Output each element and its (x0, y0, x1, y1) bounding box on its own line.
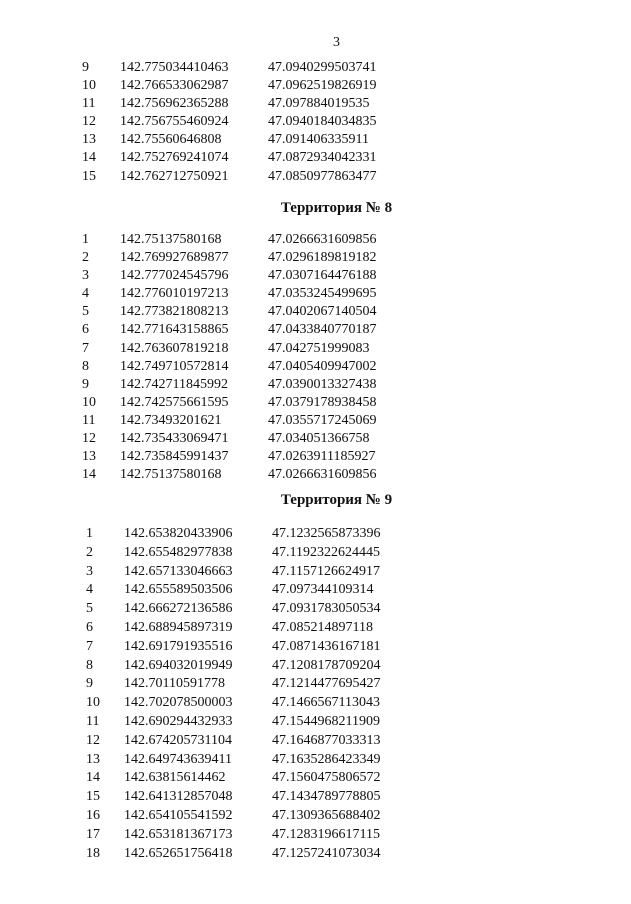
longitude-value: 142.766533062987 (120, 78, 229, 94)
table-row (0, 619, 631, 638)
latitude-value: 47.1544968211909 (272, 713, 380, 729)
longitude-value: 142.769927689877 (120, 250, 229, 266)
latitude-value: 47.0940299503741 (268, 60, 377, 75)
table-row (0, 713, 631, 732)
point-number: 3 (86, 563, 93, 579)
latitude-value: 47.1157126624917 (272, 563, 380, 579)
latitude-value: 47.0402067140504 (268, 304, 377, 320)
latitude-value: 47.1214477695427 (272, 676, 381, 692)
longitude-value: 142.771643158865 (120, 322, 229, 338)
table-row (0, 600, 631, 619)
latitude-value: 47.097344109314 (272, 582, 374, 598)
table-row (0, 525, 631, 544)
table-row (0, 131, 631, 149)
longitude-value: 142.655482977838 (124, 544, 233, 560)
point-number: 3 (82, 268, 89, 284)
point-number: 4 (82, 286, 89, 302)
point-number: 12 (82, 114, 96, 130)
table-row (0, 376, 631, 394)
latitude-value: 47.0433840770187 (268, 322, 377, 338)
latitude-value: 47.1208178709204 (272, 657, 381, 673)
longitude-value: 142.666272136586 (124, 601, 233, 617)
table-row (0, 168, 631, 186)
longitude-value: 142.762712750921 (120, 168, 229, 184)
point-number: 10 (86, 695, 100, 711)
latitude-value: 47.0307164476188 (268, 268, 377, 284)
point-number: 6 (82, 322, 89, 338)
latitude-value: 47.0405409947002 (268, 358, 377, 374)
latitude-value: 47.1466567113043 (272, 695, 380, 711)
point-number: 7 (86, 638, 93, 654)
latitude-value: 47.0871436167181 (272, 638, 381, 654)
latitude-value: 47.0353245499695 (268, 286, 377, 302)
section-heading: Территория № 8 (280, 200, 393, 216)
table-row (0, 231, 631, 249)
longitude-value: 142.653181367173 (124, 826, 233, 842)
point-number: 14 (82, 467, 96, 483)
latitude-value: 47.1646877033313 (272, 732, 381, 748)
table-row (0, 807, 631, 826)
longitude-value: 142.674205731104 (124, 732, 232, 748)
longitude-value: 142.775034410463 (120, 60, 229, 75)
point-number: 11 (82, 412, 96, 428)
latitude-value: 47.0355717245069 (268, 412, 377, 428)
point-number: 8 (82, 358, 89, 374)
longitude-value: 142.652651756418 (124, 845, 233, 861)
longitude-value: 142.756755460924 (120, 114, 229, 130)
longitude-value: 142.690294432933 (124, 713, 233, 729)
longitude-value: 142.777024545796 (120, 268, 229, 284)
point-number: 9 (82, 60, 89, 75)
table-row (0, 77, 631, 95)
latitude-value: 47.097884019535 (268, 96, 370, 112)
latitude-value: 47.091406335911 (268, 132, 369, 148)
table-row (0, 149, 631, 167)
longitude-value: 142.773821808213 (120, 304, 229, 320)
point-number: 10 (82, 78, 96, 94)
table-row (0, 285, 631, 303)
table-row (0, 113, 631, 131)
point-number: 18 (86, 845, 100, 861)
point-number: 16 (86, 807, 100, 823)
table-row (0, 769, 631, 788)
table-row (0, 321, 631, 339)
latitude-value: 47.1232565873396 (272, 526, 381, 541)
latitude-value: 47.1257241073034 (272, 845, 381, 861)
latitude-value: 47.1434789778805 (272, 789, 381, 805)
longitude-value: 142.735845991437 (120, 449, 229, 465)
latitude-value: 47.1560475806572 (272, 770, 381, 786)
page-number: 3 (333, 35, 340, 50)
table-row (0, 340, 631, 358)
point-number: 2 (82, 250, 89, 266)
longitude-value: 142.742575661595 (120, 394, 229, 410)
table-row (0, 638, 631, 657)
longitude-value: 142.735433069471 (120, 431, 229, 447)
table-row (0, 95, 631, 113)
point-number: 5 (86, 601, 93, 617)
latitude-value: 47.0940184034835 (268, 114, 377, 130)
table-row (0, 466, 631, 484)
longitude-value: 142.756962365288 (120, 96, 229, 112)
longitude-value: 142.641312857048 (124, 789, 233, 805)
longitude-value: 142.691791935516 (124, 638, 233, 654)
latitude-value: 47.1635286423349 (272, 751, 381, 767)
latitude-value: 47.0390013327438 (268, 376, 377, 392)
point-number: 8 (86, 657, 93, 673)
table-row (0, 675, 631, 694)
latitude-value: 47.0296189819182 (268, 250, 377, 266)
point-number: 12 (82, 431, 96, 447)
latitude-value: 47.0872934042331 (268, 150, 377, 166)
table-row (0, 694, 631, 713)
point-number: 2 (86, 544, 93, 560)
longitude-value: 142.763607819218 (120, 340, 229, 356)
point-number: 10 (82, 394, 96, 410)
table-row (0, 358, 631, 376)
longitude-value: 142.657133046663 (124, 563, 233, 579)
table-row (0, 59, 631, 77)
point-number: 13 (82, 132, 96, 148)
table-row (0, 303, 631, 321)
longitude-value: 142.749710572814 (120, 358, 229, 374)
point-number: 13 (82, 449, 96, 465)
coordinates-table (0, 59, 631, 186)
table-row (0, 267, 631, 285)
point-number: 12 (86, 732, 100, 748)
point-number: 15 (86, 789, 100, 805)
longitude-value: 142.776010197213 (120, 286, 229, 302)
longitude-value: 142.653820433906 (124, 526, 233, 541)
latitude-value: 47.1283196617115 (272, 826, 380, 842)
table-row (0, 732, 631, 751)
table-row (0, 845, 631, 864)
longitude-value: 142.63815614462 (124, 770, 226, 786)
latitude-value: 47.034051366758 (268, 431, 370, 447)
longitude-value: 142.702078500003 (124, 695, 233, 711)
latitude-value: 47.0266631609856 (268, 467, 377, 483)
latitude-value: 47.085214897118 (272, 619, 373, 635)
latitude-value: 47.1192322624445 (272, 544, 380, 560)
table-row (0, 751, 631, 770)
point-number: 9 (82, 376, 89, 392)
longitude-value: 142.655589503506 (124, 582, 233, 598)
table-row (0, 581, 631, 600)
table-row (0, 657, 631, 676)
longitude-value: 142.688945897319 (124, 619, 233, 635)
point-number: 15 (82, 168, 96, 184)
latitude-value: 47.0850977863477 (268, 168, 377, 184)
point-number: 4 (86, 582, 93, 598)
point-number: 17 (86, 826, 100, 842)
latitude-value: 47.0263911185927 (268, 449, 376, 465)
longitude-value: 142.70110591778 (124, 676, 225, 692)
latitude-value: 47.0379178938458 (268, 394, 377, 410)
point-number: 11 (86, 713, 100, 729)
point-number: 1 (86, 526, 93, 541)
longitude-value: 142.75560646808 (120, 132, 222, 148)
longitude-value: 142.654105541592 (124, 807, 233, 823)
latitude-value: 47.0266631609856 (268, 232, 377, 247)
longitude-value: 142.694032019949 (124, 657, 233, 673)
latitude-value: 47.0962519826919 (268, 78, 377, 94)
point-number: 13 (86, 751, 100, 767)
table-row (0, 563, 631, 582)
latitude-value: 47.0931783050534 (272, 601, 381, 617)
table-row (0, 394, 631, 412)
coordinates-table (0, 525, 631, 863)
point-number: 9 (86, 676, 93, 692)
latitude-value: 47.042751999083 (268, 340, 370, 356)
coordinates-table (0, 231, 631, 484)
table-row (0, 448, 631, 466)
point-number: 1 (82, 232, 89, 247)
table-row (0, 430, 631, 448)
point-number: 11 (82, 96, 96, 112)
latitude-value: 47.1309365688402 (272, 807, 381, 823)
longitude-value: 142.649743639411 (124, 751, 232, 767)
table-row (0, 788, 631, 807)
longitude-value: 142.73493201621 (120, 412, 222, 428)
point-number: 14 (86, 770, 100, 786)
longitude-value: 142.742711845992 (120, 376, 228, 392)
table-row (0, 249, 631, 267)
table-row (0, 412, 631, 430)
longitude-value: 142.752769241074 (120, 150, 229, 166)
table-row (0, 826, 631, 845)
section-heading: Территория № 9 (280, 492, 393, 508)
point-number: 7 (82, 340, 89, 356)
longitude-value: 142.75137580168 (120, 232, 222, 247)
table-row (0, 544, 631, 563)
point-number: 14 (82, 150, 96, 166)
point-number: 5 (82, 304, 89, 320)
point-number: 6 (86, 619, 93, 635)
longitude-value: 142.75137580168 (120, 467, 222, 483)
